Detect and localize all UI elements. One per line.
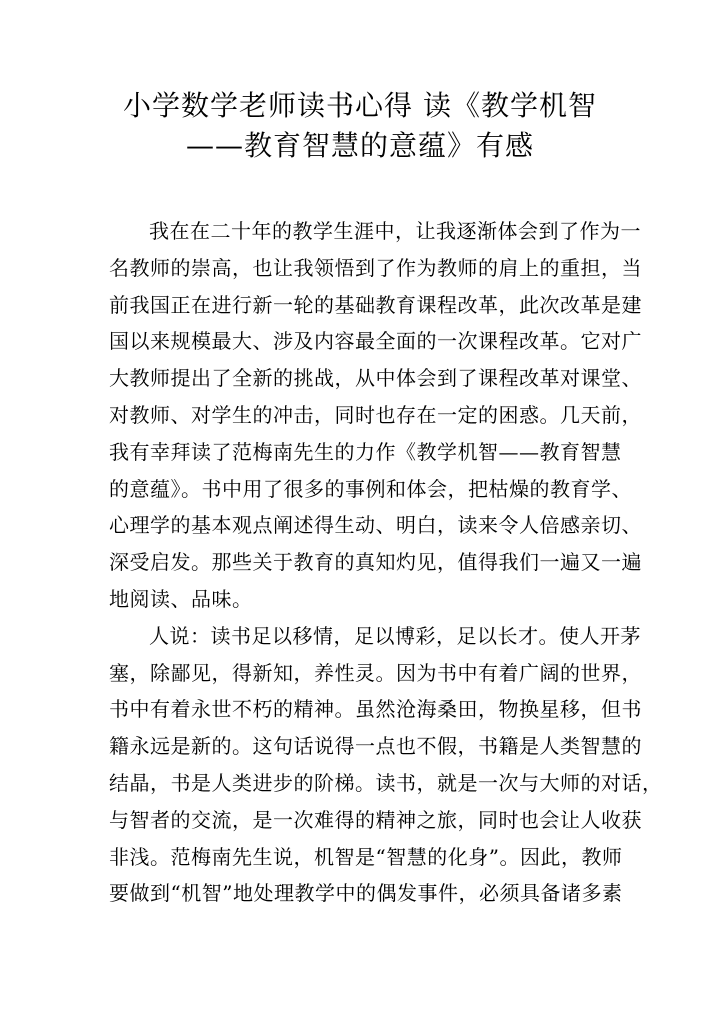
paragraph-1-line-3: 前我国正在进行新一轮的基础教育课程改革，此次改革是建 — [109, 292, 642, 317]
document-body — [109, 213, 663, 912]
paragraph-2-line-1: 人说：读书足以移情，足以博彩，足以长才。使人开茅 — [149, 623, 641, 648]
paragraph-2-line-6: 与智者的交流，是一次难得的精神之旅，同时也会让人收获 — [109, 807, 642, 832]
paragraph-1-line-6: 对教师、对学生的冲击，同时也存在一定的困惑。几天前， — [109, 402, 642, 427]
paragraph-1-line-4: 国以来规模最大、涉及内容最全面的一次课程改革。它对广 — [109, 329, 642, 354]
paragraph-1-line-11: 地阅读、品味。 — [109, 586, 253, 611]
paragraph-1-line-2: 名教师的崇高，也让我领悟到了作为教师的肩上的重担，当 — [109, 255, 642, 280]
paragraph-2-line-4: 籍永远是新的。这句话说得一点也不假，书籍是人类智慧的 — [109, 734, 642, 759]
paragraph-1-line-7: 我有幸拜读了范梅南先生的力作《教学机智——教育智慧 — [109, 439, 622, 464]
paragraph-2-line-2: 塞，除鄙见，得新知，养性灵。因为书中有着广阔的世界， — [109, 660, 642, 685]
paragraph-2-line-7: 非浅。范梅南先生说，机智是“智慧的化身”。因此，教师 — [109, 844, 623, 869]
title-line-1: 小学数学老师读书心得 读《教学机智 — [123, 89, 597, 122]
paragraph-1-line-8: 的意蕴》。书中用了很多的事例和体会，把枯燥的教育学、 — [109, 476, 632, 501]
document-title — [0, 86, 720, 166]
title-line-2: ——教育智慧的意蕴》有感 — [185, 129, 534, 162]
paragraph-1-line-9: 心理学的基本观点阐述得生动、明白，读来令人倍感亲切、 — [109, 513, 642, 538]
paragraph-2-line-3: 书中有着永世不朽的精神。虽然沧海桑田，物换星移，但书 — [109, 697, 642, 722]
paragraph-1-line-1: 我在在二十年的教学生涯中，让我逐渐体会到了作为一 — [149, 219, 641, 243]
paragraph-1-line-5: 大教师提出了全新的挑战，从中体会到了课程改革对课堂、 — [109, 366, 642, 391]
paragraph-1-line-10: 深受启发。那些关于教育的真知灼见，值得我们一遍又一遍 — [109, 550, 642, 575]
paragraph-2-line-8: 要做到“机智”地处理教学中的偶发事件，必须具备诸多素 — [109, 881, 623, 906]
paragraph-2-line-5: 结晶，书是人类进步的阶梯。读书，就是一次与大师的对话， — [109, 770, 663, 795]
